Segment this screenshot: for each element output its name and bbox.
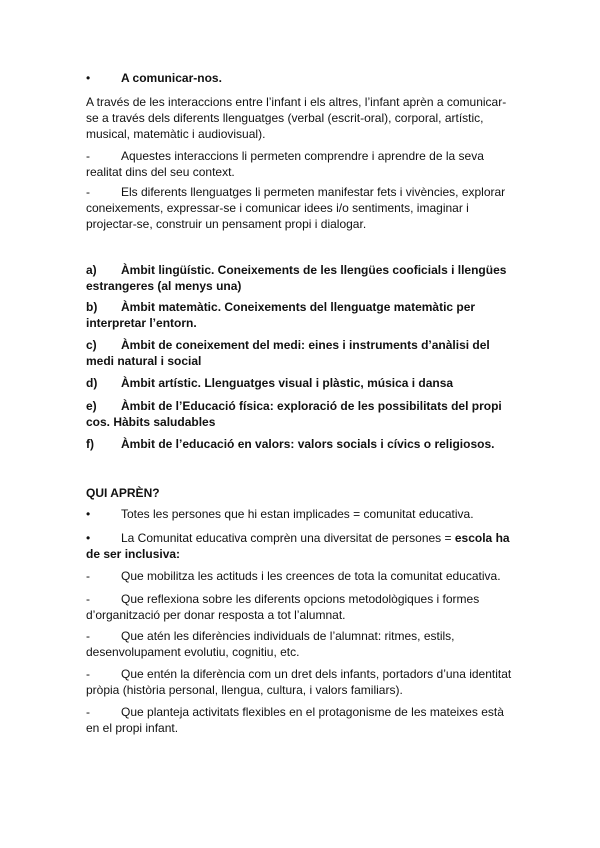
dash-text: Els diferents llenguatges li permeten manifestar fets i vivències, explorar coneixements, expressar-se i comunicar idees i/o sentiments, imaginar i projectar-se, construir un pensament propi i dialogar.: [86, 185, 506, 231]
bullet-text: La Comunitat educativa comprèn una diversitat de persones =: [121, 531, 455, 545]
ambit-text: Àmbit de l’Educació física: exploració de les possibilitats del propi cos. Hàbits saludables: [86, 399, 502, 429]
bullet-text: Totes les persones que hi estan implicades = comunitat educativa.: [121, 507, 474, 521]
dash-item: [86, 666, 516, 698]
ambit-marker: e): [86, 399, 97, 413]
ambit-text: Àmbit lingüístic. Coneixements de les llengües cooficials i llengües estrangeres (al menys una): [86, 263, 507, 293]
dash-marker: -: [86, 569, 90, 583]
bullet-item: [86, 506, 516, 522]
dash-text: Aquestes interaccions li permeten comprendre i aprendre de la seva realitat dins del seu context.: [86, 149, 484, 179]
dash-item: [86, 704, 516, 736]
ambit-item: [86, 398, 516, 430]
bullet-marker: •: [86, 531, 91, 545]
dash-item: [86, 628, 516, 660]
dash-item: [86, 148, 516, 180]
ambit-marker: f): [86, 437, 94, 451]
dash-marker: -: [86, 185, 90, 199]
section-title-qui-apren: QUI APRÈN?: [86, 486, 160, 500]
bullet-item: [86, 530, 516, 562]
dash-marker: -: [86, 629, 90, 643]
ambit-text: Àmbit de coneixement del medi: eines i instruments d’anàlisi del medi natural i social: [86, 338, 490, 368]
ambit-marker: b): [86, 300, 98, 314]
section-title-comunicar: A comunicar-nos.: [121, 71, 222, 85]
ambit-text: Àmbit de l’educació en valors: valors socials i cívics o religiosos.: [121, 437, 495, 451]
dash-item: [86, 568, 516, 584]
dash-text: Que reflexiona sobre les diferents opcions metodològiques i formes d’organització per donar resposta a tot l’alumnat.: [86, 592, 480, 622]
intro-paragraph: A través de les interaccions entre l’infant i els altres, l’infant aprèn a comunicar-se a través dels diferents llenguatges (verbal (escrit-oral), corporal, artístic, musical, matemàtic i audiovisual).: [86, 95, 507, 141]
ambit-text: Àmbit matemàtic. Coneixements del llenguatge matemàtic per interpretar l’entorn.: [86, 300, 476, 330]
dash-marker: -: [86, 149, 90, 163]
ambit-marker: c): [86, 338, 97, 352]
dash-marker: -: [86, 592, 90, 606]
dash-text: Que atén les diferències individuals de l’alumnat: ritmes, estils, desenvolupament evolutiu, cognitiu, etc.: [86, 629, 455, 659]
dash-item: [86, 591, 516, 623]
dash-marker: -: [86, 667, 90, 681]
ambit-item: [86, 337, 516, 369]
bullet-bold-text: escola ha de ser inclusiva:: [86, 531, 510, 561]
ambit-item: [86, 299, 516, 331]
dash-marker: -: [86, 705, 90, 719]
ambit-item: [86, 262, 516, 294]
ambit-marker: a): [86, 263, 97, 277]
dash-text: Que planteja activitats flexibles en el protagonisme de les mateixes està en el propi infant.: [86, 705, 504, 735]
dash-item: [86, 184, 516, 232]
bullet-marker: •: [86, 71, 91, 85]
dash-text: Que mobilitza les actituds i les creences de tota la comunitat educativa.: [121, 569, 501, 583]
ambit-item: [86, 436, 516, 452]
ambit-marker: d): [86, 376, 98, 390]
ambit-text: Àmbit artístic. Llenguatges visual i plàstic, música i dansa: [121, 376, 454, 390]
bullet-marker: •: [86, 507, 91, 521]
ambit-item: [86, 375, 516, 391]
dash-text: Que entén la diferència com un dret dels infants, portadors d’una identitat pròpia (història personal, llengua, cultura, i valors familiars).: [86, 667, 512, 697]
